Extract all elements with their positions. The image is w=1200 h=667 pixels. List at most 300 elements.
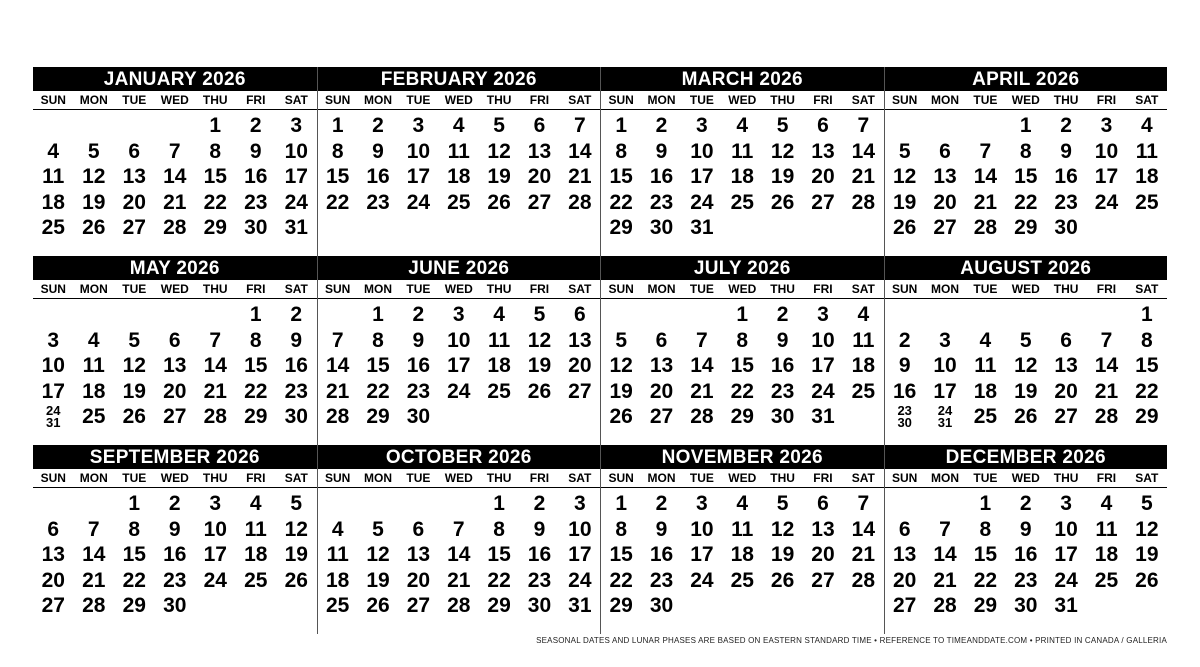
day-cell: 22 (122, 568, 146, 592)
day-cell: 3 (1100, 114, 1113, 137)
weekday-label: MON (647, 471, 676, 485)
day-cell-empty (479, 404, 519, 430)
day-cell: 13 (406, 543, 431, 567)
day-cell-empty (601, 302, 641, 328)
day-cell: 21 (973, 190, 998, 214)
day-cell: 28 (690, 405, 714, 429)
day-cell: 19 (82, 190, 106, 214)
weekday-label: THU (1053, 93, 1079, 107)
day-cell: 30 (244, 216, 268, 240)
day-cell: 26 (122, 405, 146, 429)
day-cell: 19 (122, 379, 146, 403)
day-number: 23 (897, 403, 912, 419)
weekday-label: SUN (325, 93, 351, 107)
day-cell: 20 (406, 568, 431, 592)
weekday-label: SAT (851, 282, 875, 296)
day-cell: 14 (568, 139, 592, 163)
day-cell: 25 (1094, 568, 1119, 592)
day-cell: 11 (852, 328, 875, 352)
day-cell: 31 (568, 594, 592, 618)
day-cell: 9 (1019, 517, 1032, 541)
day-cell-empty (1046, 302, 1086, 328)
weekday-label: TUE (973, 282, 998, 296)
day-cell: 23 (770, 379, 795, 403)
day-cell: 4 (493, 303, 505, 326)
day-cell: 31 (284, 216, 308, 240)
day-cell: 29 (203, 216, 227, 240)
day-cell: 28 (568, 190, 592, 214)
weekday-label: MON (364, 282, 393, 296)
weekday-label: MON (647, 282, 676, 296)
day-cell: 27 (649, 405, 674, 429)
day-cell: 3 (939, 328, 951, 352)
day-cell: 25 (325, 594, 350, 618)
day-cell: 11 (42, 165, 65, 189)
day-cell: 15 (325, 165, 350, 189)
month-title: MAY 2026 (33, 256, 317, 280)
weekday-label: THU (770, 282, 795, 296)
day-cell: 15 (609, 543, 633, 567)
day-number: 24 (46, 403, 61, 419)
month-title: MARCH 2026 (601, 67, 884, 91)
day-cell: 29 (122, 594, 146, 618)
day-cell: 8 (979, 517, 992, 541)
day-cell: 27 (122, 216, 146, 240)
weekday-header (33, 91, 317, 110)
month-october (317, 445, 601, 634)
day-cell: 12 (122, 354, 146, 378)
weekday-header (318, 469, 601, 488)
weekday-header (885, 469, 1168, 488)
day-cell: 12 (527, 328, 552, 352)
day-cell: 3 (1060, 492, 1072, 515)
day-cell: 28 (203, 405, 227, 429)
day-cell: 14 (933, 543, 957, 567)
day-grid (885, 299, 1168, 430)
weekday-label: MON (931, 471, 960, 485)
day-cell: 25 (730, 190, 754, 214)
day-cell: 1 (1019, 114, 1032, 137)
day-cell: 29 (609, 594, 633, 618)
day-cell: 11 (447, 139, 470, 163)
day-cell: 23 (366, 190, 390, 214)
day-cell: 22 (973, 568, 998, 592)
day-cell: 26 (892, 216, 917, 240)
day-cell: 27 (1054, 405, 1078, 429)
day-cell: 29 (366, 405, 390, 429)
day-cell: 14 (325, 354, 350, 378)
weekday-label: WED (1011, 93, 1040, 107)
day-cell: 10 (284, 139, 308, 163)
weekday-label: SAT (1135, 93, 1159, 107)
day-cell-empty (33, 302, 74, 328)
day-grid (33, 299, 317, 430)
day-cell-empty (885, 302, 925, 328)
weekday-label: SUN (40, 282, 66, 296)
day-cell: 1 (1140, 303, 1153, 326)
day-cell: 7 (452, 517, 465, 541)
day-cell: 31 (811, 405, 835, 429)
day-cell-empty (74, 491, 115, 517)
weekday-label: MON (79, 471, 108, 485)
day-cell: 1 (372, 303, 384, 326)
day-cell: 14 (82, 543, 106, 567)
weekday-label: TUE (973, 93, 998, 107)
month-september (33, 445, 317, 634)
day-cell-empty (965, 302, 1005, 328)
weekday-label: TUE (406, 471, 431, 485)
weekday-label: FRI (1096, 93, 1117, 107)
day-cell-empty (114, 113, 155, 139)
day-cell: 20 (527, 165, 552, 189)
day-cell: 10 (203, 517, 227, 541)
day-cell: 15 (366, 354, 390, 378)
weekday-label: SAT (568, 471, 592, 485)
day-cell: 17 (811, 354, 835, 378)
day-cell: 12 (770, 517, 795, 541)
day-cell: 26 (82, 216, 106, 240)
day-cell: 18 (973, 379, 998, 403)
month-february (317, 67, 601, 256)
weekday-header (318, 280, 601, 299)
weekday-label: SAT (851, 471, 875, 485)
weekday-label: MON (647, 93, 676, 107)
day-cell: 16 (406, 354, 431, 378)
day-cell: 10 (447, 328, 471, 352)
day-cell-empty (1127, 593, 1167, 619)
day-cell: 16 (1014, 543, 1038, 567)
day-cell-empty (722, 215, 762, 241)
day-cell: 11 (488, 328, 511, 352)
day-grid (318, 110, 601, 215)
day-cell-empty (722, 593, 762, 619)
day-cell: 15 (487, 543, 511, 567)
day-cell-empty (276, 593, 317, 619)
calendar-row (33, 445, 1167, 634)
day-cell: 12 (1135, 517, 1159, 541)
day-grid (33, 110, 317, 241)
day-cell: 2 (776, 303, 789, 326)
day-cell: 9 (533, 517, 546, 541)
day-cell-empty (1127, 215, 1167, 241)
weekday-label: TUE (406, 93, 431, 107)
day-cell: 30 (1054, 216, 1078, 240)
day-cell: 9 (290, 328, 303, 352)
day-cell-empty (439, 404, 479, 430)
day-cell: 18 (851, 354, 875, 378)
day-cell: 6 (573, 303, 586, 326)
day-cell: 3 (452, 303, 465, 326)
month-title: AUGUST 2026 (885, 256, 1168, 280)
weekday-label: THU (1053, 471, 1079, 485)
day-grid (318, 299, 601, 430)
weekday-label: THU (770, 93, 795, 107)
weekday-label: SUN (325, 282, 351, 296)
day-cell: 13 (527, 139, 552, 163)
day-cell-empty (762, 215, 802, 241)
day-cell-empty (682, 593, 722, 619)
day-cell: 12 (487, 139, 511, 163)
day-cell: 20 (41, 568, 65, 592)
day-cell: 4 (47, 139, 60, 163)
day-cell: 17 (933, 379, 957, 403)
weekday-label: SAT (568, 282, 592, 296)
day-cell: 2 (168, 492, 181, 515)
weekday-label: SAT (284, 471, 308, 485)
day-cell-empty (1006, 302, 1046, 328)
weekday-label: SUN (40, 93, 66, 107)
day-cell: 22 (1014, 190, 1038, 214)
day-cell: 20 (892, 568, 917, 592)
day-cell: 28 (851, 190, 875, 214)
day-cell: 12 (609, 354, 633, 378)
day-cell: 23 (244, 190, 268, 214)
day-cell: 19 (527, 354, 552, 378)
day-cell: 26 (487, 190, 511, 214)
day-cell: 22 (366, 379, 390, 403)
day-cell: 15 (203, 165, 227, 189)
weekday-label: SUN (608, 471, 634, 485)
day-cell: 20 (568, 354, 592, 378)
day-cell: 14 (203, 354, 227, 378)
day-cell: 16 (366, 165, 390, 189)
day-grid (33, 488, 317, 619)
day-cell-empty (155, 302, 196, 328)
day-cell: 22 (1135, 379, 1159, 403)
day-cell: 23 (284, 379, 308, 403)
day-number: 31 (46, 414, 61, 430)
day-cell: 31 (690, 216, 714, 240)
day-cell: 1 (615, 492, 628, 515)
day-number: 30 (897, 414, 912, 430)
day-cell: 28 (447, 594, 471, 618)
day-cell: 23 (1014, 568, 1038, 592)
day-cell: 6 (939, 139, 951, 163)
day-cell: 2 (898, 328, 911, 352)
day-cell: 30 (284, 405, 308, 429)
weekday-label: WED (444, 93, 473, 107)
day-cell: 1 (209, 114, 222, 137)
day-cell: 3 (47, 328, 60, 352)
day-cell: 26 (284, 568, 308, 592)
day-cell: 18 (244, 543, 268, 567)
day-cell: 20 (1054, 379, 1078, 403)
day-cell: 20 (933, 190, 957, 214)
day-cell: 16 (527, 543, 552, 567)
day-cell: 24 (690, 190, 714, 214)
day-cell: 12 (770, 139, 795, 163)
weekday-label: THU (202, 93, 228, 107)
day-cell: 1 (736, 303, 749, 326)
day-cell: 23 (1054, 190, 1078, 214)
day-cell: 22 (203, 190, 227, 214)
day-cell: 21 (1094, 379, 1119, 403)
day-cell: 19 (892, 190, 917, 214)
weekday-label: THU (486, 282, 512, 296)
day-cell: 5 (533, 303, 546, 326)
day-cell: 9 (655, 139, 668, 163)
day-cell-empty (439, 491, 479, 517)
day-cell: 22 (487, 568, 511, 592)
day-cell: 21 (163, 190, 187, 214)
day-cell: 4 (736, 492, 749, 515)
month-title: DECEMBER 2026 (885, 445, 1168, 469)
day-cell: 11 (244, 517, 267, 541)
month-title: APRIL 2026 (885, 67, 1168, 91)
day-cell-empty (195, 593, 236, 619)
day-cell: 17 (41, 379, 65, 403)
day-cell: 10 (406, 139, 431, 163)
day-cell: 9 (412, 328, 425, 352)
day-cell: 12 (82, 165, 106, 189)
day-grid (601, 110, 884, 241)
day-cell: 19 (284, 543, 308, 567)
day-cell: 29 (1135, 405, 1159, 429)
day-cell-empty (885, 491, 925, 517)
day-cell: 23 (649, 190, 674, 214)
day-cell: 13 (892, 543, 917, 567)
weekday-label: FRI (813, 471, 833, 485)
day-cell: 13 (933, 165, 957, 189)
day-cell: 18 (730, 165, 754, 189)
day-cell: 16 (649, 543, 674, 567)
day-cell: 10 (811, 328, 835, 352)
day-cell: 30 (649, 216, 674, 240)
day-cell: 10 (41, 354, 65, 378)
day-cell: 5 (615, 328, 628, 352)
day-cell: 5 (898, 139, 911, 163)
day-cell: 5 (372, 517, 384, 541)
day-cell: 29 (730, 405, 754, 429)
day-cell-empty (519, 404, 559, 430)
day-cell: 6 (412, 517, 425, 541)
day-cell: 9 (776, 328, 789, 352)
day-cell: 6 (898, 517, 911, 541)
day-cell: 11 (326, 543, 349, 567)
day-grid (885, 488, 1168, 619)
day-cell: 16 (244, 165, 268, 189)
month-may (33, 256, 317, 445)
weekday-label: FRI (246, 93, 266, 107)
day-cell: 5 (776, 492, 789, 515)
day-cell: 27 (406, 594, 431, 618)
weekday-header (33, 469, 317, 488)
day-cell: 28 (163, 216, 187, 240)
day-cell: 4 (331, 517, 344, 541)
day-cell: 3 (209, 492, 222, 515)
day-cell: 8 (209, 139, 222, 163)
weekday-label: THU (202, 471, 228, 485)
day-cell: 2 (249, 114, 262, 137)
day-cell: 25 (244, 568, 268, 592)
day-cell: 4 (857, 303, 870, 326)
day-cell: 25 (41, 216, 65, 240)
day-cell: 22 (325, 190, 350, 214)
day-cell: 1 (331, 114, 344, 137)
day-cell: 8 (372, 328, 384, 352)
day-cell: 8 (249, 328, 262, 352)
day-cell: 13 (41, 543, 65, 567)
weekday-label: SAT (851, 93, 875, 107)
weekday-label: TUE (689, 471, 714, 485)
day-cell: 14 (690, 354, 714, 378)
day-cell: 18 (1094, 543, 1119, 567)
day-cell-empty (236, 593, 277, 619)
day-cell: 16 (892, 379, 917, 403)
day-cell: 3 (412, 114, 425, 137)
month-title: FEBRUARY 2026 (318, 67, 601, 91)
weekday-label: MON (364, 93, 393, 107)
day-cell: 22 (244, 379, 268, 403)
day-cell-empty (843, 593, 883, 619)
day-cell: 13 (122, 165, 146, 189)
day-cell: 20 (122, 190, 146, 214)
day-cell-empty (1086, 593, 1126, 619)
day-cell: 6 (168, 328, 181, 352)
day-cell-empty (358, 491, 398, 517)
day-cell: 7 (857, 114, 870, 137)
day-cell: 15 (1135, 354, 1159, 378)
day-cell: 29 (609, 216, 633, 240)
weekday-label: WED (444, 471, 473, 485)
weekday-label: TUE (122, 93, 147, 107)
weekday-label: WED (728, 471, 757, 485)
day-cell: 18 (447, 165, 471, 189)
weekday-label: FRI (813, 282, 833, 296)
day-cell: 8 (615, 139, 628, 163)
day-cell: 17 (568, 543, 592, 567)
day-cell: 10 (568, 517, 592, 541)
day-cell: 2 (1019, 492, 1032, 515)
day-cell: 2 (290, 303, 303, 326)
day-cell-empty (682, 302, 722, 328)
day-cell: 6 (655, 328, 668, 352)
day-cell: 3 (290, 114, 303, 137)
day-cell: 24 (284, 190, 308, 214)
day-cell-empty (843, 215, 883, 241)
day-cell: 6 (533, 114, 546, 137)
day-cell: 23 (527, 568, 552, 592)
day-cell: 12 (892, 165, 917, 189)
day-cell: 24 (568, 568, 592, 592)
month-november (600, 445, 884, 634)
day-cell: 18 (730, 543, 754, 567)
day-cell: 1 (493, 492, 505, 515)
day-cell: 14 (1094, 354, 1119, 378)
day-cell: 13 (811, 139, 835, 163)
day-cell-empty (1086, 302, 1126, 328)
day-cell: 9 (1060, 139, 1072, 163)
day-cell: 3 (573, 492, 586, 515)
weekday-label: SAT (284, 93, 308, 107)
weekday-label: SUN (608, 282, 634, 296)
weekday-label: TUE (406, 282, 431, 296)
day-cell: 4 (736, 114, 749, 137)
day-cell: 6 (47, 517, 60, 541)
weekday-label: FRI (813, 93, 833, 107)
day-cell: 13 (163, 354, 187, 378)
day-cell: 21 (82, 568, 106, 592)
day-cell: 15 (1014, 165, 1038, 189)
day-cell: 14 (851, 139, 875, 163)
weekday-label: WED (444, 282, 473, 296)
day-cell: 19 (609, 379, 633, 403)
weekday-label: WED (728, 282, 757, 296)
day-cell: 19 (770, 543, 795, 567)
day-cell: 29 (1014, 216, 1038, 240)
month-april (884, 67, 1168, 256)
day-cell: 7 (696, 328, 708, 352)
